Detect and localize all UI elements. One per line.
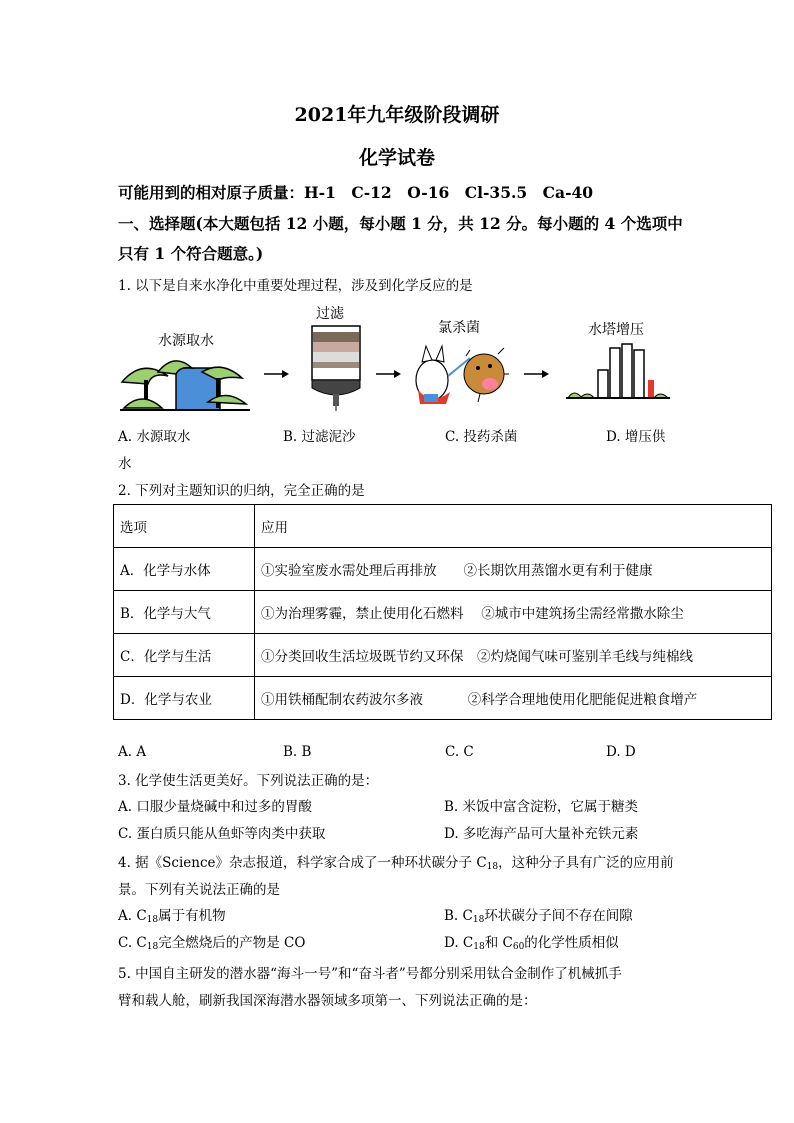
- table-cell-content: ①实验室废水需处理后再排放 ②长期饮用蒸馏水更有利于健康: [255, 548, 772, 591]
- table-cell-topic: A．化学与水体: [114, 548, 255, 591]
- q4-stem-text: ，这种分子具有广泛的应用前: [498, 855, 674, 871]
- q4-option-b[interactable]: [444, 904, 633, 925]
- arrow-icon: [524, 368, 550, 380]
- q4-stem-text: 4. 据《Science》杂志报道，科学家合成了一种环状碳分子 C: [118, 855, 487, 871]
- table-cell-content: ①分类回收生活垃圾既节约又环保 ②灼烧闻气味可鉴别羊毛线与纯棉线: [255, 634, 772, 677]
- q4-option-a[interactable]: [118, 904, 226, 925]
- q2-stem: 2. 下列对主题知识的归纳，完全正确的是: [118, 483, 365, 499]
- table-cell-topic: D．化学与农业: [114, 677, 255, 720]
- subscript: 18: [146, 915, 159, 925]
- q2-option-c[interactable]: C. C: [445, 744, 474, 760]
- q1-option-c[interactable]: C. 投药杀菌: [445, 429, 518, 445]
- option-text: C. C: [118, 935, 147, 951]
- chlorine-bacteria-illustration: [410, 338, 510, 412]
- option-text: D. C: [444, 935, 474, 951]
- arrow-icon: [264, 368, 290, 380]
- atomic-mass-line: 可能用到的相对原子质量：H-1 C-12 O-16 Cl-35.5 Ca-40: [118, 183, 594, 202]
- q3-option-a[interactable]: A. 口服少量烧碱中和过多的胃酸: [118, 799, 312, 815]
- table-row: [114, 634, 772, 677]
- subscript: 18: [472, 915, 485, 925]
- table-cell-topic: C．化学与生活: [114, 634, 255, 677]
- option-text: 的化学性质相似: [524, 935, 619, 951]
- table-header-cell: 应用: [255, 505, 772, 548]
- q2-option-d[interactable]: D. D: [606, 744, 636, 760]
- q5-stem-line1: 5. 中国自主研发的潜水器“海斗一号”和“奋斗者”号都分别采用钛合金制作了机械抓手: [118, 966, 622, 982]
- table-cell-topic: B．化学与大气: [114, 591, 255, 634]
- q2-table: [113, 504, 772, 720]
- q3-option-c[interactable]: C. 蛋白质只能从鱼虾等肉类中获取: [118, 826, 326, 842]
- q4-option-d[interactable]: [444, 931, 619, 952]
- option-text: 和 C: [484, 935, 513, 951]
- flow-label-filter: 过滤: [316, 306, 344, 322]
- option-text: B. C: [444, 908, 473, 924]
- q2-option-a[interactable]: A. A: [118, 744, 147, 760]
- flow-label-tower: 水塔增压: [588, 322, 644, 338]
- arrow-icon: [376, 368, 402, 380]
- table-row: [114, 677, 772, 720]
- section-heading-line1: 一、选择题(本大题包括 12 小题，每小题 1 分，共 12 分。每小题的 4 个选项中: [118, 214, 683, 233]
- table-row: [114, 548, 772, 591]
- q3-option-b[interactable]: B. 米饭中富含淀粉，它属于糖类: [444, 799, 639, 815]
- section-heading-line2: 只有 1 个符合题意。): [118, 244, 264, 263]
- water-tower-illustration: [564, 340, 672, 406]
- q4-stem-line1: [118, 851, 674, 872]
- q1-option-b[interactable]: B. 过滤泥沙: [283, 429, 356, 445]
- q1-option-wrap: 水: [118, 456, 132, 472]
- exam-title: 2021年九年级阶段调研: [294, 104, 500, 126]
- table-header-row: [114, 505, 772, 548]
- option-text: 环状碳分子间不存在间隙: [484, 908, 633, 924]
- q1-option-d[interactable]: D. 增压供: [606, 429, 666, 445]
- q4-stem-line2: 景。下列有关说法正确的是: [118, 882, 280, 898]
- table-header-cell: 选项: [114, 505, 255, 548]
- table-cell-content: ①用铁桶配制农药波尔多液 ②科学合理地使用化肥能促进粮食增产: [255, 677, 772, 720]
- water-source-illustration: [118, 350, 252, 416]
- subscript: 18: [486, 862, 499, 872]
- option-text: 属于有机物: [158, 908, 226, 924]
- subscript: 18: [146, 942, 159, 952]
- filter-column-illustration: [304, 322, 368, 412]
- q2-option-b[interactable]: B. B: [283, 744, 312, 760]
- q1-stem: 1. 以下是自来水净化中重要处理过程，涉及到化学反应的是: [118, 278, 473, 294]
- q4-option-c[interactable]: [118, 931, 305, 952]
- option-text: A. C: [118, 908, 147, 924]
- q3-stem: 3. 化学使生活更美好。下列说法正确的是：: [118, 773, 379, 789]
- q1-option-a[interactable]: A. 水源取水: [118, 429, 191, 445]
- option-text: 完全燃烧后的产物是 CO: [158, 935, 306, 951]
- subscript: 18: [473, 942, 485, 952]
- exam-subtitle: 化学试卷: [358, 147, 435, 169]
- q3-option-d[interactable]: D. 多吃海产品可大量补充铁元素: [444, 826, 639, 842]
- q5-stem-line2: 臂和载人舱，刷新我国深海潜水器领域多项第一、下列说法正确的是：: [118, 993, 537, 1009]
- subscript: 60: [512, 942, 525, 952]
- flow-label-source: 水源取水: [158, 333, 214, 349]
- table-row: [114, 591, 772, 634]
- flow-label-chlorine: 氯杀菌: [438, 320, 480, 336]
- table-cell-content: ①为治理雾霾，禁止使用化石燃料 ②城市中建筑扬尘需经常撒水除尘: [255, 591, 772, 634]
